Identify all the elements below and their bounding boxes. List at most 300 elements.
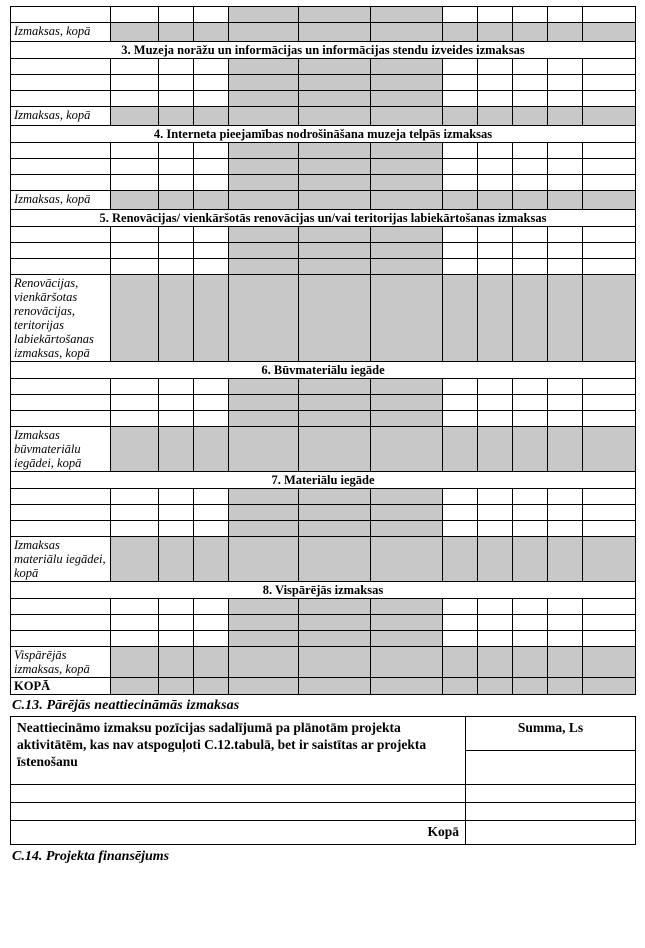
data-cell[interactable]	[229, 175, 299, 191]
data-cell[interactable]	[478, 489, 513, 505]
data-cell[interactable]	[583, 379, 636, 395]
data-cell[interactable]	[583, 175, 636, 191]
data-cell[interactable]	[548, 379, 583, 395]
data-cell[interactable]	[443, 91, 478, 107]
grand-total-cell[interactable]	[548, 678, 583, 695]
data-cell[interactable]	[371, 259, 443, 275]
subtotal-cell[interactable]	[299, 191, 371, 210]
subtotal-cell[interactable]	[513, 647, 548, 678]
data-cell[interactable]	[583, 91, 636, 107]
data-cell[interactable]	[159, 631, 194, 647]
data-cell[interactable]	[513, 259, 548, 275]
subtotal-cell[interactable]	[478, 427, 513, 472]
data-cell[interactable]	[478, 91, 513, 107]
data-cell[interactable]	[478, 175, 513, 191]
grand-total-cell[interactable]	[478, 678, 513, 695]
data-cell[interactable]	[371, 227, 443, 243]
data-cell[interactable]	[478, 227, 513, 243]
grand-total-cell[interactable]	[299, 678, 371, 695]
subtotal-cell[interactable]	[478, 23, 513, 42]
data-cell[interactable]	[443, 175, 478, 191]
subtotal-cell[interactable]	[583, 191, 636, 210]
data-cell[interactable]	[229, 599, 299, 615]
subtotal-cell[interactable]	[548, 23, 583, 42]
data-cell[interactable]	[229, 379, 299, 395]
subtotal-cell[interactable]	[159, 107, 194, 126]
data-cell[interactable]	[548, 505, 583, 521]
data-cell[interactable]	[371, 615, 443, 631]
subtotal-cell[interactable]	[111, 275, 159, 362]
subtotal-cell[interactable]	[111, 537, 159, 582]
data-cell[interactable]	[371, 379, 443, 395]
data-cell[interactable]	[111, 243, 159, 259]
data-cell[interactable]	[443, 489, 478, 505]
data-cell[interactable]	[194, 243, 229, 259]
data-cell[interactable]	[513, 599, 548, 615]
data-cell[interactable]	[159, 59, 194, 75]
subtotal-cell[interactable]	[478, 275, 513, 362]
data-cell[interactable]	[443, 59, 478, 75]
subtotal-cell[interactable]	[513, 537, 548, 582]
subtotal-cell[interactable]	[194, 191, 229, 210]
data-cell[interactable]	[11, 7, 111, 23]
subtotal-cell[interactable]	[111, 647, 159, 678]
data-cell[interactable]	[194, 521, 229, 537]
description-cell-blank-2[interactable]	[11, 803, 466, 821]
data-cell[interactable]	[371, 175, 443, 191]
subtotal-cell[interactable]	[159, 537, 194, 582]
data-cell[interactable]	[371, 599, 443, 615]
subtotal-cell[interactable]	[229, 427, 299, 472]
data-cell[interactable]	[478, 615, 513, 631]
data-cell[interactable]	[194, 379, 229, 395]
data-cell[interactable]	[194, 227, 229, 243]
data-cell[interactable]	[478, 379, 513, 395]
data-cell[interactable]	[478, 631, 513, 647]
data-cell[interactable]	[513, 159, 548, 175]
data-cell[interactable]	[443, 505, 478, 521]
subtotal-cell[interactable]	[443, 647, 478, 678]
data-cell[interactable]	[583, 159, 636, 175]
data-cell[interactable]	[443, 227, 478, 243]
data-cell[interactable]	[229, 59, 299, 75]
data-cell[interactable]	[229, 615, 299, 631]
data-cell[interactable]	[371, 143, 443, 159]
subtotal-cell[interactable]	[299, 537, 371, 582]
data-cell[interactable]	[11, 411, 111, 427]
data-cell[interactable]	[299, 599, 371, 615]
data-cell[interactable]	[299, 521, 371, 537]
grand-total-cell[interactable]	[583, 678, 636, 695]
data-cell[interactable]	[11, 59, 111, 75]
subtotal-cell[interactable]	[513, 23, 548, 42]
data-cell[interactable]	[111, 379, 159, 395]
data-cell[interactable]	[371, 631, 443, 647]
data-cell[interactable]	[111, 411, 159, 427]
subtotal-cell[interactable]	[194, 275, 229, 362]
data-cell[interactable]	[11, 379, 111, 395]
subtotal-cell[interactable]	[583, 427, 636, 472]
data-cell[interactable]	[194, 615, 229, 631]
data-cell[interactable]	[299, 91, 371, 107]
data-cell[interactable]	[548, 615, 583, 631]
subtotal-cell[interactable]	[371, 23, 443, 42]
data-cell[interactable]	[159, 175, 194, 191]
data-cell[interactable]	[194, 91, 229, 107]
data-cell[interactable]	[111, 75, 159, 91]
data-cell[interactable]	[194, 489, 229, 505]
data-cell[interactable]	[548, 243, 583, 259]
data-cell[interactable]	[11, 505, 111, 521]
ineligible-costs-total-value[interactable]	[466, 821, 636, 845]
data-cell[interactable]	[583, 615, 636, 631]
subtotal-cell[interactable]	[111, 23, 159, 42]
subtotal-cell[interactable]	[548, 275, 583, 362]
data-cell[interactable]	[513, 411, 548, 427]
data-cell[interactable]	[111, 227, 159, 243]
data-cell[interactable]	[478, 243, 513, 259]
data-cell[interactable]	[229, 243, 299, 259]
data-cell[interactable]	[194, 259, 229, 275]
data-cell[interactable]	[513, 91, 548, 107]
data-cell[interactable]	[229, 395, 299, 411]
data-cell[interactable]	[194, 505, 229, 521]
subtotal-cell[interactable]	[371, 537, 443, 582]
data-cell[interactable]	[229, 505, 299, 521]
data-cell[interactable]	[11, 243, 111, 259]
data-cell[interactable]	[513, 143, 548, 159]
subtotal-cell[interactable]	[371, 107, 443, 126]
data-cell[interactable]	[299, 615, 371, 631]
data-cell[interactable]	[159, 379, 194, 395]
data-cell[interactable]	[583, 259, 636, 275]
data-cell[interactable]	[583, 489, 636, 505]
data-cell[interactable]	[299, 75, 371, 91]
data-cell[interactable]	[513, 175, 548, 191]
data-cell[interactable]	[159, 599, 194, 615]
data-cell[interactable]	[478, 395, 513, 411]
subtotal-cell[interactable]	[443, 537, 478, 582]
data-cell[interactable]	[548, 91, 583, 107]
data-cell[interactable]	[159, 489, 194, 505]
data-cell[interactable]	[194, 59, 229, 75]
grand-total-cell[interactable]	[371, 678, 443, 695]
data-cell[interactable]	[371, 243, 443, 259]
data-cell[interactable]	[371, 91, 443, 107]
data-cell[interactable]	[478, 7, 513, 23]
data-cell[interactable]	[11, 631, 111, 647]
data-cell[interactable]	[159, 505, 194, 521]
data-cell[interactable]	[548, 489, 583, 505]
data-cell[interactable]	[513, 7, 548, 23]
subtotal-cell[interactable]	[513, 275, 548, 362]
data-cell[interactable]	[299, 227, 371, 243]
data-cell[interactable]	[583, 59, 636, 75]
data-cell[interactable]	[478, 159, 513, 175]
data-cell[interactable]	[299, 7, 371, 23]
data-cell[interactable]	[443, 75, 478, 91]
data-cell[interactable]	[194, 395, 229, 411]
data-cell[interactable]	[111, 631, 159, 647]
data-cell[interactable]	[443, 599, 478, 615]
data-cell[interactable]	[583, 411, 636, 427]
subtotal-cell[interactable]	[548, 647, 583, 678]
data-cell[interactable]	[111, 159, 159, 175]
data-cell[interactable]	[443, 631, 478, 647]
subtotal-cell[interactable]	[548, 427, 583, 472]
data-cell[interactable]	[299, 243, 371, 259]
subtotal-cell[interactable]	[111, 427, 159, 472]
data-cell[interactable]	[513, 379, 548, 395]
data-cell[interactable]	[583, 143, 636, 159]
data-cell[interactable]	[229, 259, 299, 275]
data-cell[interactable]	[583, 505, 636, 521]
data-cell[interactable]	[159, 75, 194, 91]
subtotal-cell[interactable]	[371, 275, 443, 362]
data-cell[interactable]	[371, 159, 443, 175]
data-cell[interactable]	[194, 631, 229, 647]
data-cell[interactable]	[513, 505, 548, 521]
subtotal-cell[interactable]	[194, 427, 229, 472]
data-cell[interactable]	[159, 227, 194, 243]
data-cell[interactable]	[443, 395, 478, 411]
data-cell[interactable]	[548, 395, 583, 411]
data-cell[interactable]	[443, 243, 478, 259]
subtotal-cell[interactable]	[513, 191, 548, 210]
subtotal-cell[interactable]	[229, 647, 299, 678]
data-cell[interactable]	[478, 505, 513, 521]
data-cell[interactable]	[513, 227, 548, 243]
subtotal-cell[interactable]	[111, 107, 159, 126]
data-cell[interactable]	[443, 379, 478, 395]
data-cell[interactable]	[11, 175, 111, 191]
data-cell[interactable]	[478, 411, 513, 427]
subtotal-cell[interactable]	[299, 427, 371, 472]
data-cell[interactable]	[299, 143, 371, 159]
subtotal-cell[interactable]	[513, 107, 548, 126]
subtotal-cell[interactable]	[159, 647, 194, 678]
data-cell[interactable]	[513, 631, 548, 647]
data-cell[interactable]	[111, 489, 159, 505]
subtotal-cell[interactable]	[371, 427, 443, 472]
data-cell[interactable]	[371, 395, 443, 411]
data-cell[interactable]	[229, 91, 299, 107]
data-cell[interactable]	[229, 143, 299, 159]
data-cell[interactable]	[111, 505, 159, 521]
subtotal-cell[interactable]	[443, 275, 478, 362]
data-cell[interactable]	[194, 411, 229, 427]
grand-total-cell[interactable]	[229, 678, 299, 695]
data-cell[interactable]	[11, 159, 111, 175]
data-cell[interactable]	[478, 521, 513, 537]
data-cell[interactable]	[111, 59, 159, 75]
data-cell[interactable]	[11, 489, 111, 505]
data-cell[interactable]	[443, 143, 478, 159]
data-cell[interactable]	[11, 395, 111, 411]
data-cell[interactable]	[194, 75, 229, 91]
subtotal-cell[interactable]	[548, 191, 583, 210]
subtotal-cell[interactable]	[443, 23, 478, 42]
data-cell[interactable]	[299, 59, 371, 75]
data-cell[interactable]	[111, 91, 159, 107]
data-cell[interactable]	[111, 521, 159, 537]
data-cell[interactable]	[111, 175, 159, 191]
data-cell[interactable]	[299, 395, 371, 411]
data-cell[interactable]	[159, 159, 194, 175]
data-cell[interactable]	[548, 75, 583, 91]
data-cell[interactable]	[478, 599, 513, 615]
data-cell[interactable]	[548, 175, 583, 191]
subtotal-cell[interactable]	[194, 23, 229, 42]
data-cell[interactable]	[299, 489, 371, 505]
grand-total-cell[interactable]	[443, 678, 478, 695]
data-cell[interactable]	[371, 59, 443, 75]
data-cell[interactable]	[513, 395, 548, 411]
data-cell[interactable]	[299, 379, 371, 395]
data-cell[interactable]	[194, 7, 229, 23]
data-cell[interactable]	[548, 259, 583, 275]
data-cell[interactable]	[159, 259, 194, 275]
data-cell[interactable]	[548, 631, 583, 647]
data-cell[interactable]	[513, 521, 548, 537]
data-cell[interactable]	[299, 631, 371, 647]
data-cell[interactable]	[513, 489, 548, 505]
subtotal-cell[interactable]	[159, 191, 194, 210]
data-cell[interactable]	[299, 259, 371, 275]
data-cell[interactable]	[159, 243, 194, 259]
data-cell[interactable]	[583, 227, 636, 243]
data-cell[interactable]	[371, 521, 443, 537]
subtotal-cell[interactable]	[371, 191, 443, 210]
subtotal-cell[interactable]	[371, 647, 443, 678]
data-cell[interactable]	[229, 631, 299, 647]
data-cell[interactable]	[548, 143, 583, 159]
data-cell[interactable]	[583, 599, 636, 615]
subtotal-cell[interactable]	[478, 107, 513, 126]
data-cell[interactable]	[11, 91, 111, 107]
subtotal-cell[interactable]	[478, 191, 513, 210]
subtotal-cell[interactable]	[299, 275, 371, 362]
subtotal-cell[interactable]	[443, 427, 478, 472]
data-cell[interactable]	[111, 599, 159, 615]
subtotal-cell[interactable]	[194, 647, 229, 678]
description-cell-blank-1[interactable]	[11, 785, 466, 803]
data-cell[interactable]	[548, 59, 583, 75]
data-cell[interactable]	[229, 75, 299, 91]
subtotal-cell[interactable]	[159, 23, 194, 42]
data-cell[interactable]	[159, 521, 194, 537]
data-cell[interactable]	[194, 159, 229, 175]
data-cell[interactable]	[194, 175, 229, 191]
data-cell[interactable]	[229, 7, 299, 23]
subtotal-cell[interactable]	[548, 107, 583, 126]
subtotal-cell[interactable]	[583, 107, 636, 126]
data-cell[interactable]	[194, 599, 229, 615]
data-cell[interactable]	[443, 615, 478, 631]
data-cell[interactable]	[11, 143, 111, 159]
data-cell[interactable]	[548, 521, 583, 537]
data-cell[interactable]	[513, 243, 548, 259]
data-cell[interactable]	[229, 159, 299, 175]
data-cell[interactable]	[583, 7, 636, 23]
data-cell[interactable]	[548, 159, 583, 175]
data-cell[interactable]	[478, 143, 513, 159]
subtotal-cell[interactable]	[443, 191, 478, 210]
data-cell[interactable]	[443, 411, 478, 427]
data-cell[interactable]	[111, 259, 159, 275]
data-cell[interactable]	[159, 143, 194, 159]
subtotal-cell[interactable]	[548, 537, 583, 582]
subtotal-cell[interactable]	[194, 107, 229, 126]
data-cell[interactable]	[11, 227, 111, 243]
data-cell[interactable]	[159, 615, 194, 631]
amount-cell-blank-top[interactable]	[466, 751, 636, 785]
subtotal-cell[interactable]	[159, 275, 194, 362]
amount-cell-blank-2[interactable]	[466, 803, 636, 821]
data-cell[interactable]	[478, 59, 513, 75]
data-cell[interactable]	[159, 411, 194, 427]
subtotal-cell[interactable]	[513, 427, 548, 472]
data-cell[interactable]	[299, 411, 371, 427]
data-cell[interactable]	[443, 521, 478, 537]
subtotal-cell[interactable]	[583, 23, 636, 42]
data-cell[interactable]	[548, 411, 583, 427]
data-cell[interactable]	[159, 7, 194, 23]
data-cell[interactable]	[513, 615, 548, 631]
subtotal-cell[interactable]	[583, 275, 636, 362]
data-cell[interactable]	[111, 143, 159, 159]
data-cell[interactable]	[371, 411, 443, 427]
data-cell[interactable]	[443, 159, 478, 175]
data-cell[interactable]	[583, 521, 636, 537]
data-cell[interactable]	[583, 75, 636, 91]
data-cell[interactable]	[229, 227, 299, 243]
data-cell[interactable]	[111, 395, 159, 411]
data-cell[interactable]	[548, 599, 583, 615]
data-cell[interactable]	[11, 615, 111, 631]
data-cell[interactable]	[371, 505, 443, 521]
subtotal-cell[interactable]	[159, 427, 194, 472]
data-cell[interactable]	[371, 489, 443, 505]
data-cell[interactable]	[299, 159, 371, 175]
subtotal-cell[interactable]	[229, 275, 299, 362]
data-cell[interactable]	[11, 259, 111, 275]
data-cell[interactable]	[443, 259, 478, 275]
grand-total-cell[interactable]	[159, 678, 194, 695]
subtotal-cell[interactable]	[478, 647, 513, 678]
subtotal-cell[interactable]	[194, 537, 229, 582]
grand-total-cell[interactable]	[513, 678, 548, 695]
data-cell[interactable]	[443, 7, 478, 23]
data-cell[interactable]	[513, 75, 548, 91]
amount-cell-blank-1[interactable]	[466, 785, 636, 803]
grand-total-cell[interactable]	[194, 678, 229, 695]
data-cell[interactable]	[583, 243, 636, 259]
data-cell[interactable]	[229, 521, 299, 537]
data-cell[interactable]	[583, 631, 636, 647]
subtotal-cell[interactable]	[229, 23, 299, 42]
subtotal-cell[interactable]	[299, 107, 371, 126]
subtotal-cell[interactable]	[478, 537, 513, 582]
data-cell[interactable]	[583, 395, 636, 411]
subtotal-cell[interactable]	[229, 537, 299, 582]
data-cell[interactable]	[11, 75, 111, 91]
subtotal-cell[interactable]	[583, 537, 636, 582]
data-cell[interactable]	[159, 395, 194, 411]
data-cell[interactable]	[111, 7, 159, 23]
data-cell[interactable]	[11, 599, 111, 615]
data-cell[interactable]	[229, 411, 299, 427]
